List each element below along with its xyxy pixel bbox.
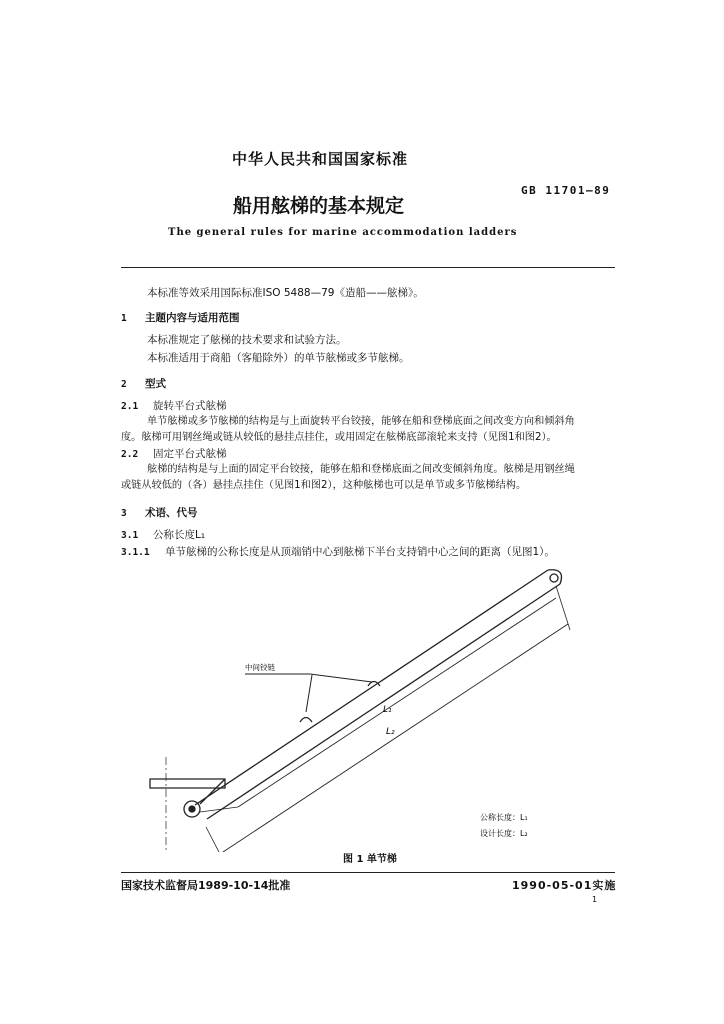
section-1-heading: 1 主题内容与适用范围 (121, 312, 240, 324)
page-number: 1 (592, 895, 598, 904)
section-3-1-1-paragraph: 3.1.1 单节舷梯的公称长度是从顶端销中心到舷梯下半台支持销中心之间的距离（见图1）。 (121, 546, 555, 558)
legend-nominal-length: 公称长度：L₁ (480, 813, 528, 822)
standard-code: GB 11701—89 (521, 184, 611, 197)
lower-hinge-icon (300, 718, 312, 723)
section-2-2-line-2: 或链从较低的（各）悬挂点挂住（见图1和图2），这种舷梯也可以是单节或多节舷梯结构。 (121, 480, 527, 491)
document-title-english: The general rules for marine accommodation ladders (168, 227, 518, 238)
middle-hinge-label: 中间铰链 (245, 663, 275, 672)
section-2-2-line-1: 舷梯的结构是与上面的固定平台铰接，能够在船和登梯底面之间改变倾斜角度。舷梯是用钢丝绳 (147, 464, 575, 475)
dimension-line-l1 (238, 598, 556, 807)
dimension-l1-label: L₁ (383, 705, 392, 715)
platform-arm (150, 779, 225, 788)
section-1-paragraph-2: 本标准适用于商船（客船除外）的单节舷梯或多节舷梯。 (147, 352, 410, 364)
section-2-2-heading: 2.2 固定平台式舷梯 (121, 448, 227, 460)
figure-1-caption: 图 1 单节梯 (343, 854, 397, 865)
approval-date: 国家技术监督局1989-10-14批准 (121, 879, 291, 892)
section-3-1-heading: 3.1 公称长度L₁ (121, 529, 206, 541)
ladder-top-stringer (195, 570, 548, 805)
section-3-heading: 3 术语、代号 (121, 507, 198, 519)
header-rule (121, 267, 615, 268)
standard-name: 中华人民共和国国家标准 (232, 150, 409, 168)
section-1-paragraph-1: 本标准规定了舷梯的技术要求和试验方法。 (147, 334, 347, 346)
section-2-1-heading: 2.1 旋转平台式舷梯 (121, 400, 227, 412)
document-title: 船用舷梯的基本规定 (233, 195, 405, 217)
top-pivot-pin (550, 574, 558, 582)
section-2-1-line-2: 度。舷梯可用钢丝绳或链从较低的悬挂点挂住，或用固定在舷梯底部滚轮来支持（见图1和图2）。 (121, 432, 557, 443)
effective-date: 1990-05-01实施 (512, 879, 617, 892)
legend-design-length: 设计长度：L₂ (480, 829, 528, 838)
footer-rule (121, 872, 615, 873)
ladder-bottom-stringer (207, 584, 560, 819)
section-2-1-line-1: 单节舷梯或多节舷梯的结构是与上面旋转平台铰接，能够在船和登梯底面之间改变方向和倾斜角 (147, 416, 575, 427)
intro-paragraph: 本标准等效采用国际标准ISO 5488—79《造船——舷梯》。 (147, 287, 424, 299)
figure-1-ladder-diagram (140, 562, 610, 852)
dimension-l2-label: L₂ (386, 727, 395, 737)
section-2-heading: 2 型式 (121, 378, 166, 390)
